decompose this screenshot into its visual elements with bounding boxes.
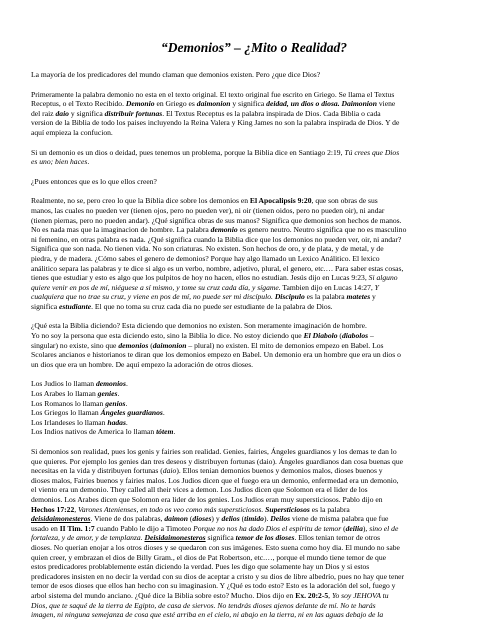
text-run: ).	[263, 514, 271, 524]
text-run: (	[337, 331, 342, 341]
text-run: –	[368, 331, 374, 341]
text-run: ,	[74, 504, 79, 514]
term-diabolo: El Diabolo	[303, 331, 338, 341]
text-line	[31, 466, 477, 476]
text-run: Tambien dijo en Lucas 14:27,	[280, 282, 375, 292]
text-run: del raiz	[31, 108, 56, 118]
text-line	[31, 264, 477, 274]
text-line	[31, 216, 477, 226]
text-run: manos, las cuales no pueden ver (tienen ojos, pero no pueden ver), ni oir (tienen oidos, pero no pueden oir), ni andar	[31, 205, 385, 215]
term-demonio: demonio	[210, 225, 238, 235]
scripture-quote: fortaleza, y de amor, y de templanza	[31, 533, 141, 543]
text-run: singular) no existe, sino que	[31, 340, 119, 350]
text-line	[31, 350, 477, 360]
text-run: Si demonios son realidad, pues los genis y fairies son realidad. Genies, fairies, Ángeles guardianos y los demas te dan lo	[31, 447, 397, 456]
scripture-quote: quiere venir en pos de mí, niéguese a sí mismo, y tome su cruz cada día, y sígame.	[31, 282, 281, 292]
document-body	[31, 0, 477, 627]
text-run: Yo no soy la persona que esta diciendo esto, sino la Biblia lo dice. No estoy diciendo que	[31, 331, 304, 341]
text-line	[31, 283, 477, 293]
text-run: version de la Biblia de todo los paises incluyendo la Reina Valera y King James no son la palabra inspirada de Dios. Y de	[31, 118, 400, 128]
term-daio: daio	[55, 108, 69, 118]
text-run: . Viene de dos palabras,	[90, 514, 165, 524]
list-item-text: .	[162, 408, 165, 418]
list-item	[31, 418, 477, 428]
text-line	[31, 321, 477, 331]
text-line	[31, 254, 477, 264]
text-run: el viento era un demonio. They called all their vices a demon. Los Judios dicen que Solomon era el lider de los	[31, 485, 368, 495]
text-line	[31, 292, 477, 302]
scripture-quote: Tú crees que Dios	[344, 147, 400, 157]
list-item-text: Los Romanos lo llaman	[31, 398, 106, 408]
scripture-quote: Si alguno	[368, 273, 398, 283]
list-item-text: .	[125, 417, 128, 427]
intro-text: La mayoría de los predicadores del mundo claman que demonios existen. Pero ¿que dice Dios?	[31, 70, 321, 79]
text-line	[31, 341, 477, 351]
list-item-term: hadas	[107, 417, 126, 427]
text-run: en Griego es	[154, 99, 197, 109]
paragraph-genies	[31, 447, 477, 620]
list-item-text: Los Judios lo llaman	[31, 379, 96, 389]
term-daimonion: daimonion	[196, 99, 231, 109]
text-line	[31, 485, 477, 495]
text-line	[31, 302, 477, 312]
scripture-quote: imagen, ni ninguna semejanza de cosa que esté arriba en el cielo, ni abajo en la tierra, ni en las aguas debajo de la	[31, 610, 384, 620]
list-item	[31, 408, 477, 418]
text-run: y significa	[230, 99, 267, 109]
list-item-text: Los Arabes lo llaman	[31, 389, 98, 399]
scripture-reference: El Apocalipsis 9:20	[249, 196, 312, 206]
text-line	[31, 495, 477, 505]
text-run: dioses malos, Fairies buenos y fairies malos. Los Judios dicen que el fuego era un demonio, enfermedad era un demonio,	[31, 475, 399, 485]
text-line	[31, 225, 477, 235]
text-run: quien creer, y embrazan el dios de Billy Gram., el dios de Pat Robertson, etc.…, porque el mundo tiene temor de que	[31, 552, 387, 562]
text-line	[31, 118, 477, 128]
term-matetes: matetes	[346, 292, 371, 302]
text-run: Scolares ancianos e historianos te diran que los demonios empezo en Babel. Un demonio era un hombre que era un dios o	[31, 350, 401, 360]
text-line	[31, 476, 477, 486]
text-line	[31, 562, 477, 572]
list-item-text: Los Griegos lo llaman	[31, 408, 101, 418]
text-run: demonios. Los Arabes dicen que Solomon era lider de los genies. Los Judios eran muy supersticiosos. Pablo dijo en	[31, 494, 383, 504]
list-item-text: .	[117, 389, 120, 399]
term-demonio: Demonio	[125, 99, 155, 109]
text-line	[31, 235, 477, 245]
scripture-quote: es uno; bien haces	[31, 157, 88, 167]
term-daio: daio	[162, 466, 177, 476]
text-line	[31, 533, 477, 543]
paragraph-question	[31, 177, 477, 187]
list-item-text: Los Indios nativos de America lo llaman	[31, 427, 157, 437]
paragraph-babel	[31, 321, 477, 369]
text-line	[31, 360, 477, 370]
term-deilia: deilia	[345, 523, 363, 533]
list-item-text: Los Irlandeses lo llaman	[31, 417, 108, 427]
text-run: Realmente, no se, pero creo lo que la Biblia dice sobre los demonios en	[31, 196, 250, 206]
list-item-text: .	[173, 427, 176, 437]
scripture-reference: Hechos 17:22	[31, 504, 75, 514]
scripture-quote: Yo soy JEHOVA tu	[331, 590, 389, 600]
text-run: usado en	[31, 523, 60, 533]
text-run: es la palabra	[304, 292, 347, 302]
text-line	[31, 514, 477, 524]
text-run: No es nada mas que la imaginacion de hombre. La palabra	[31, 225, 211, 235]
text-line	[31, 206, 477, 216]
text-run: predicadores insisten en no decir la verdad con su dios de aceptar a cristo y su dios de libre albedrío, pues no hay que tener	[31, 571, 405, 581]
scripture-reference: Ex. 20:2-5	[295, 590, 329, 600]
text-run: temor de esos dioses que ellos han hecho con su imaginasion. Y ¿Qué es todo esto? Esto es la adoración del sol, fuego y	[31, 581, 396, 591]
paragraph-origin	[31, 90, 477, 138]
paragraph-santiago	[31, 148, 477, 167]
scripture-reference: II Tim. 1:7	[59, 523, 95, 533]
term-deidad: deidad, un dios o diosa. Daimonion	[266, 99, 377, 109]
text-run: necesitas en la vida y distribuyen fortunas (	[31, 466, 163, 476]
text-run: cuando Pablo le dijo a Timoteo	[94, 523, 194, 533]
intro-paragraph	[31, 70, 477, 80]
term-demonios: demonios	[118, 340, 149, 350]
text-run: piedra, y de madera. ¿Cómo sabes el genero de demonios? Porque hay algo llamado un Lexico Análitico. El lexico	[31, 253, 380, 263]
scripture-quote: Y	[374, 282, 379, 292]
list-item-text: .	[125, 398, 128, 408]
term-temor: temor de los dioses	[235, 533, 295, 543]
list-item	[31, 427, 477, 437]
term-deisidaimonesteros: Deisidaimonesteros	[144, 533, 206, 543]
text-run: viene de misma palabra que fue	[290, 514, 389, 524]
list-item	[31, 379, 477, 389]
text-run: ) y	[211, 514, 222, 524]
text-run: ni femenino, en otras palabra es nada. ¿Qué significa cuando la Biblia dice que los demonios no pueden ver, oir, ni andar?	[31, 234, 402, 244]
list-item-term: Ángeles guardianos	[100, 408, 163, 418]
text-line	[31, 196, 477, 206]
text-run: Si un demonio es un dios o deidad, pues tenemos un problema, porque la Biblia dice en Santiago 2:19,	[31, 147, 345, 157]
text-run: . Ellos tenian temor de otros	[294, 533, 381, 543]
text-line	[31, 505, 477, 515]
text-line	[31, 109, 477, 119]
text-run: arbol sistema del mundo anciano. ¿Qué dice la Biblia sobre esto? Mucho. Dios dijo en	[31, 590, 296, 600]
text-run: Significa que son nada. No tienen vida. No son criaturas. No existen. Son hechos de oro, y de plata, y de metal, y de	[31, 244, 384, 254]
text-run: tienes que estudiar y esto es algo que los pulpitos de hoy no hacen, ellos no estudian. Jesús dijo en Lucas 9:23,	[31, 273, 369, 283]
scripture-quote: sino el de	[369, 523, 399, 533]
text-line	[31, 157, 477, 167]
text-line	[31, 543, 477, 553]
cultures-list	[31, 379, 477, 437]
scripture-quote: Dios, que te saqué de la tierra de Egipto, de casa de siervos. No tendrás dioses ajenos delante de mí. No te harás	[31, 600, 376, 610]
list-item	[31, 399, 477, 409]
text-run: ¿Qué esta la Biblia diciendo? Esta diciendo que demonios no existen. Son meramente imaginación de hombre.	[31, 321, 367, 331]
text-run: (	[148, 340, 153, 350]
text-run: viene	[376, 99, 396, 109]
text-run: – plural) no existen. El mito de demonios empezo en Babel. Los	[186, 340, 384, 350]
paragraph-apocalipsis	[31, 196, 477, 311]
text-line	[31, 581, 477, 591]
text-run: ),	[362, 523, 370, 533]
list-item	[31, 389, 477, 399]
text-run: ). Ellos tenian demonios buenos y demonios malos, dioses buenos y	[176, 466, 383, 476]
text-run: estos predicadores problablemente están diciendo la verdad. Pues les digo que solamente hay un Dios y si estos	[31, 562, 370, 572]
list-item-text: .	[125, 379, 128, 389]
text-run: aquí empieza la confucion.	[31, 127, 113, 137]
text-run: (	[187, 514, 193, 524]
text-line	[31, 244, 477, 254]
page-title: “Demonios” – ¿Mito o Realidad?	[160, 40, 347, 55]
text-run: (	[239, 514, 245, 524]
list-item-term: demonios	[95, 379, 126, 389]
term-deilos: Deilos	[270, 514, 291, 524]
text-line	[31, 591, 477, 601]
term-daimonion: daimonion	[152, 340, 187, 350]
text-run: ,	[328, 590, 332, 600]
text-run: , que son obras de sus	[311, 196, 378, 206]
term-dioses: dioses	[192, 514, 212, 524]
text-run: significa	[31, 301, 60, 311]
text-run: un dios que era un hombre. De aquí empezo la adoración de otros dioses.	[31, 359, 254, 369]
text-run: y	[370, 292, 376, 302]
text-line	[31, 148, 477, 158]
text-line	[31, 524, 477, 534]
term-supersticiosos: Supersticiosos	[265, 504, 310, 514]
text-run: .	[87, 157, 90, 167]
text-run: .	[140, 533, 145, 543]
text-run: es genero neutro. Neutro significa que no es masculino	[237, 225, 407, 235]
text-line	[31, 273, 477, 283]
text-run: (	[341, 523, 346, 533]
term-deisidaimonesteros: deisidaimonesteros	[31, 514, 91, 524]
text-line	[31, 457, 477, 467]
term-estudiante: estudiante	[59, 301, 92, 311]
term-distribuir: distribuir fortunas	[104, 108, 163, 118]
text-line	[31, 128, 477, 138]
term-delios: delios	[221, 514, 240, 524]
list-item-term: tótem	[156, 427, 174, 437]
text-run: ¿Pues entonces que es lo que ellos creen?	[31, 176, 157, 186]
text-line	[31, 601, 477, 611]
text-run: . El Textus Receptus es la palabra inspirada de Dios. Cada Biblia o cada	[162, 108, 381, 118]
scripture-quote: Porque no nos ha dado Dios el espíritu de temor	[193, 523, 342, 533]
text-run: y significa	[68, 108, 105, 118]
text-run: Primeramente la palabra demonio no esta en el texto original. El texto original fue escrito en Griego. Se llama el Textus	[31, 89, 395, 99]
text-run: significa	[205, 533, 236, 543]
text-run: que quieres. Por ejemplo los genies dan tres deseos y distribuyen fortunas (daio). Ángeles guardianos dan cosa buenas que	[31, 456, 403, 466]
text-line	[31, 99, 477, 109]
text-run: . El que no toma su cruz cada dia no puede ser estudiante de la palabra de Dios.	[91, 301, 333, 311]
term-discipulo: Discipulo	[274, 292, 305, 302]
text-line	[31, 572, 477, 582]
term-diabolos: diabolos	[341, 331, 369, 341]
text-line	[31, 331, 477, 341]
text-run: análitico separa las palabras y te dice si algo es un verbo, nombre, adjetivo, plural, el genero, etc.… Para saber estas cosas,	[31, 263, 404, 273]
text-run: Receptus, o el Texto Recibido.	[31, 99, 126, 109]
text-run: es la palabra	[309, 504, 350, 514]
text-line	[31, 90, 477, 100]
text-line	[31, 553, 477, 563]
term-timido: timido	[244, 514, 264, 524]
scripture-quote: cualquiera que no trae su cruz, y viene en pos de mí, no puede ser mi discípulo.	[31, 292, 273, 302]
text-run: (tienen piernas, pero no pueden andar). ¿Qué significa obras de sus manos? Significa que demonios son hechos de manos.	[31, 215, 402, 225]
text-line	[31, 447, 477, 457]
list-item-term: genies	[97, 389, 118, 399]
list-item-term: genios	[105, 398, 126, 408]
text-line	[31, 610, 477, 620]
term-daimon: daimon	[164, 514, 188, 524]
text-run: dioses. No querian enojar a los otros dioses y se quedaron con sus imágenes. Esto suena como hoy dia. El mundo no sabe	[31, 542, 400, 552]
scripture-quote: Varones Atenienses, en todo os veo como más supersticiosos.	[78, 504, 264, 514]
